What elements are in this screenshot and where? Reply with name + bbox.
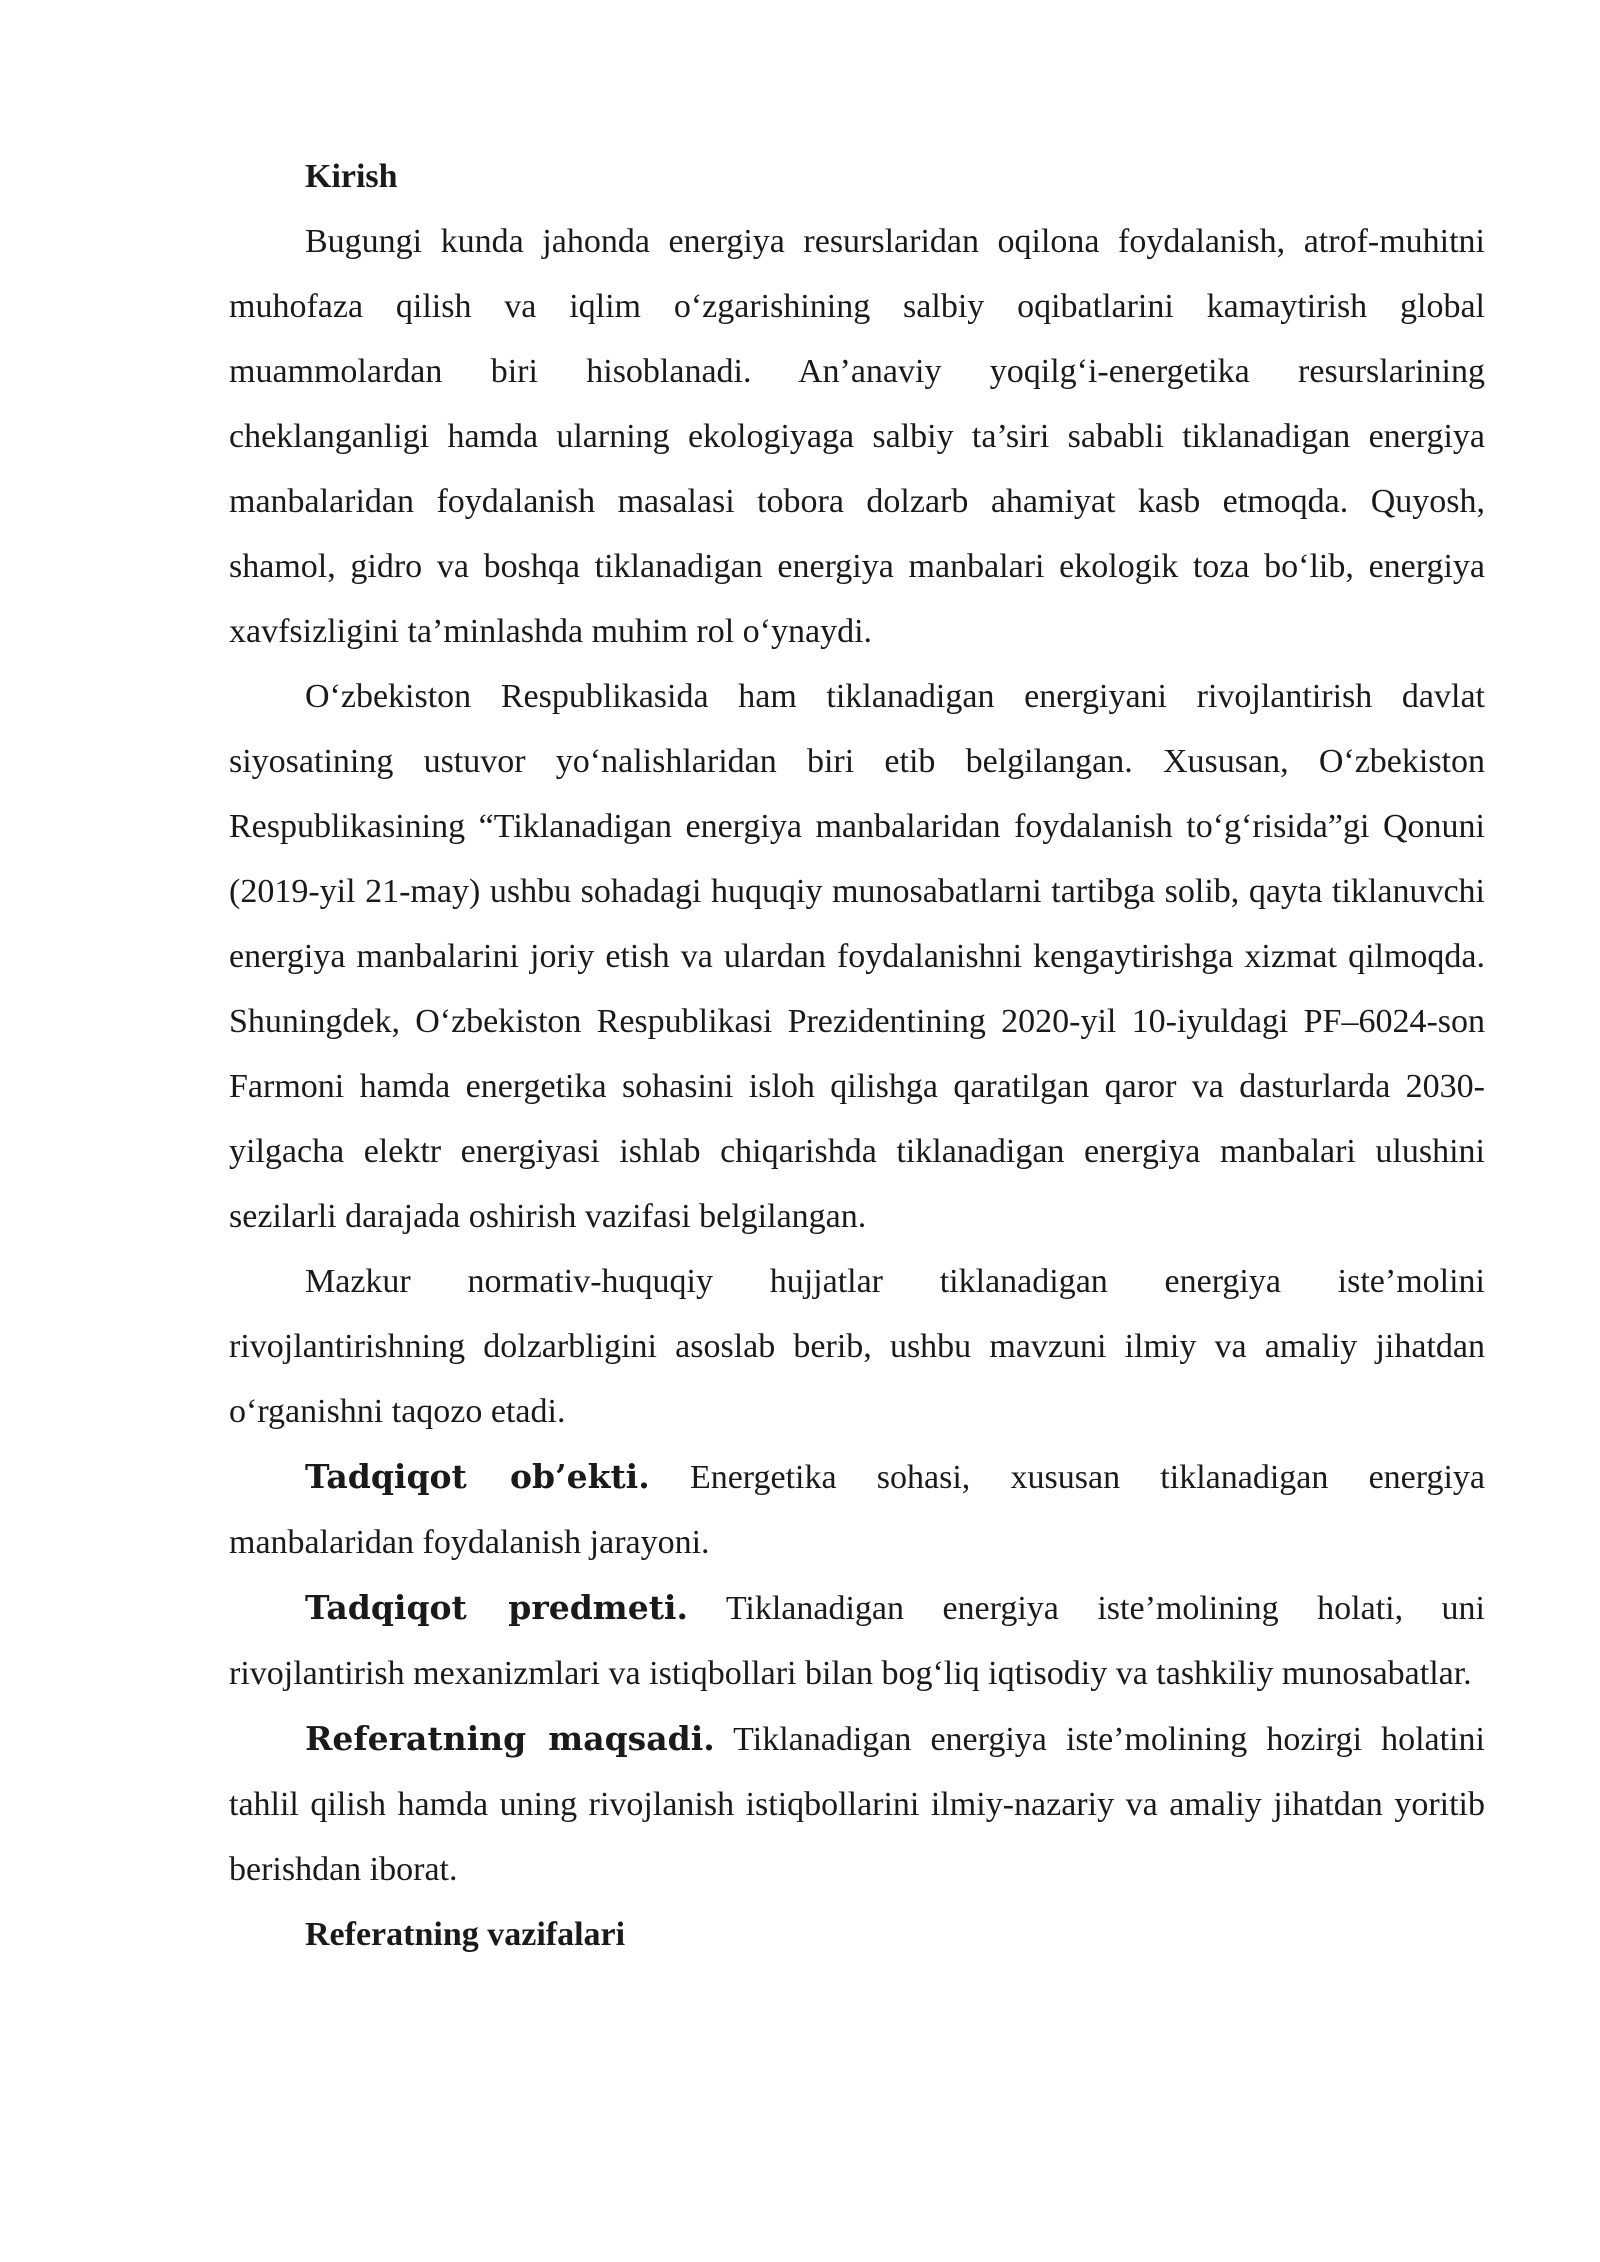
research-subject-label: Tadqiqot predmeti. xyxy=(305,1588,688,1627)
research-subject-text: Tiklanadigan energiya iste’molining holati, uni rivojlantirish mexanizmlari va istiqbollari bilan bog‘liq iqtisodiy va tashkiliy munosabatlar. xyxy=(229,1590,1485,1692)
research-object-text: Energetika sohasi, xususan tiklanadigan energiya manbalaridan foydalanish jarayoni. xyxy=(229,1459,1486,1561)
section-heading-tasks: Referatning vazifalari xyxy=(305,1916,626,1953)
paragraph-normative-documents: Mazkur normativ-huquqiy hujjatlar tiklanadigan energiya iste’molini rivojlantirishning dolzarbligini asoslab berib, ushbu mavzuni ilmiy va amaliy jihatdan o‘rganishni taqozo etadi. xyxy=(229,1263,1485,1430)
paragraph-global-problem: Bugungi kunda jahonda energiya resurslaridan oqilona foydalanish, atrof-muhitni muhofaza qilish va iqlim o‘zgarishining salbiy oqibatlarini kamaytirish global muammolardan biri hisoblanadi. An’anaviy yoqilg‘i-energetika resurslarining cheklanganligi hamda ularning ekologiyaga salbiy ta’siri sababli tiklanadigan energiya manbalaridan foydalanish masalasi tobora dolzarb ahamiyat kasb etmoqda. Quyosh, shamol, gidro va boshqa tiklanadigan energiya manbalari ekologik toza bo‘lib, energiya xavfsizligini ta’minlashda muhim rol o‘ynaydi. xyxy=(229,223,1485,650)
section-heading-intro: Kirish xyxy=(305,158,398,195)
paragraph-research-object xyxy=(229,1444,1485,1575)
paragraph-goal xyxy=(229,1706,1485,1902)
paragraph-research-subject xyxy=(229,1575,1485,1706)
paragraph-uzbekistan-policy: O‘zbekiston Respublikasida ham tiklanadigan energiyani rivojlantirish davlat siyosatining ustuvor yo‘nalishlaridan biri etib belgilangan. Xususan, O‘zbekiston Respublikasining “Tiklanadigan energiya manbalaridan foydalanish to‘g‘risida”gi Qonuni (2019-yil 21-may) ushbu sohadagi huquqiy munosabatlarni tartibga solib, qayta tiklanuvchi energiya manbalarini joriy etish va ulardan foydalanishni kengaytirishga xizmat qilmoqda. Shuningdek, O‘zbekiston Respublikasi Prezidentining 2020-yil 10-iyuldagi PF–6024-son Farmoni hamda energetika sohasini isloh qilishga qaratilgan qaror va dasturlarda 2030-yilgacha elektr energiyasi ishlab chiqarishda tiklanadigan energiya manbalari ulushini sezilarli darajada oshirish vazifasi belgilangan. xyxy=(229,678,1485,1235)
goal-label: Referatning maqsadi. xyxy=(305,1719,715,1758)
research-object-label: Tadqiqot ob’ekti. xyxy=(305,1457,650,1496)
goal-text: Tiklanadigan energiya iste’molining hozirgi holatini tahlil qilish hamda uning rivojlanish istiqbollarini ilmiy-nazariy va amaliy jihatdan yoritib berishdan iborat. xyxy=(229,1721,1485,1888)
document-page xyxy=(229,144,1485,1967)
